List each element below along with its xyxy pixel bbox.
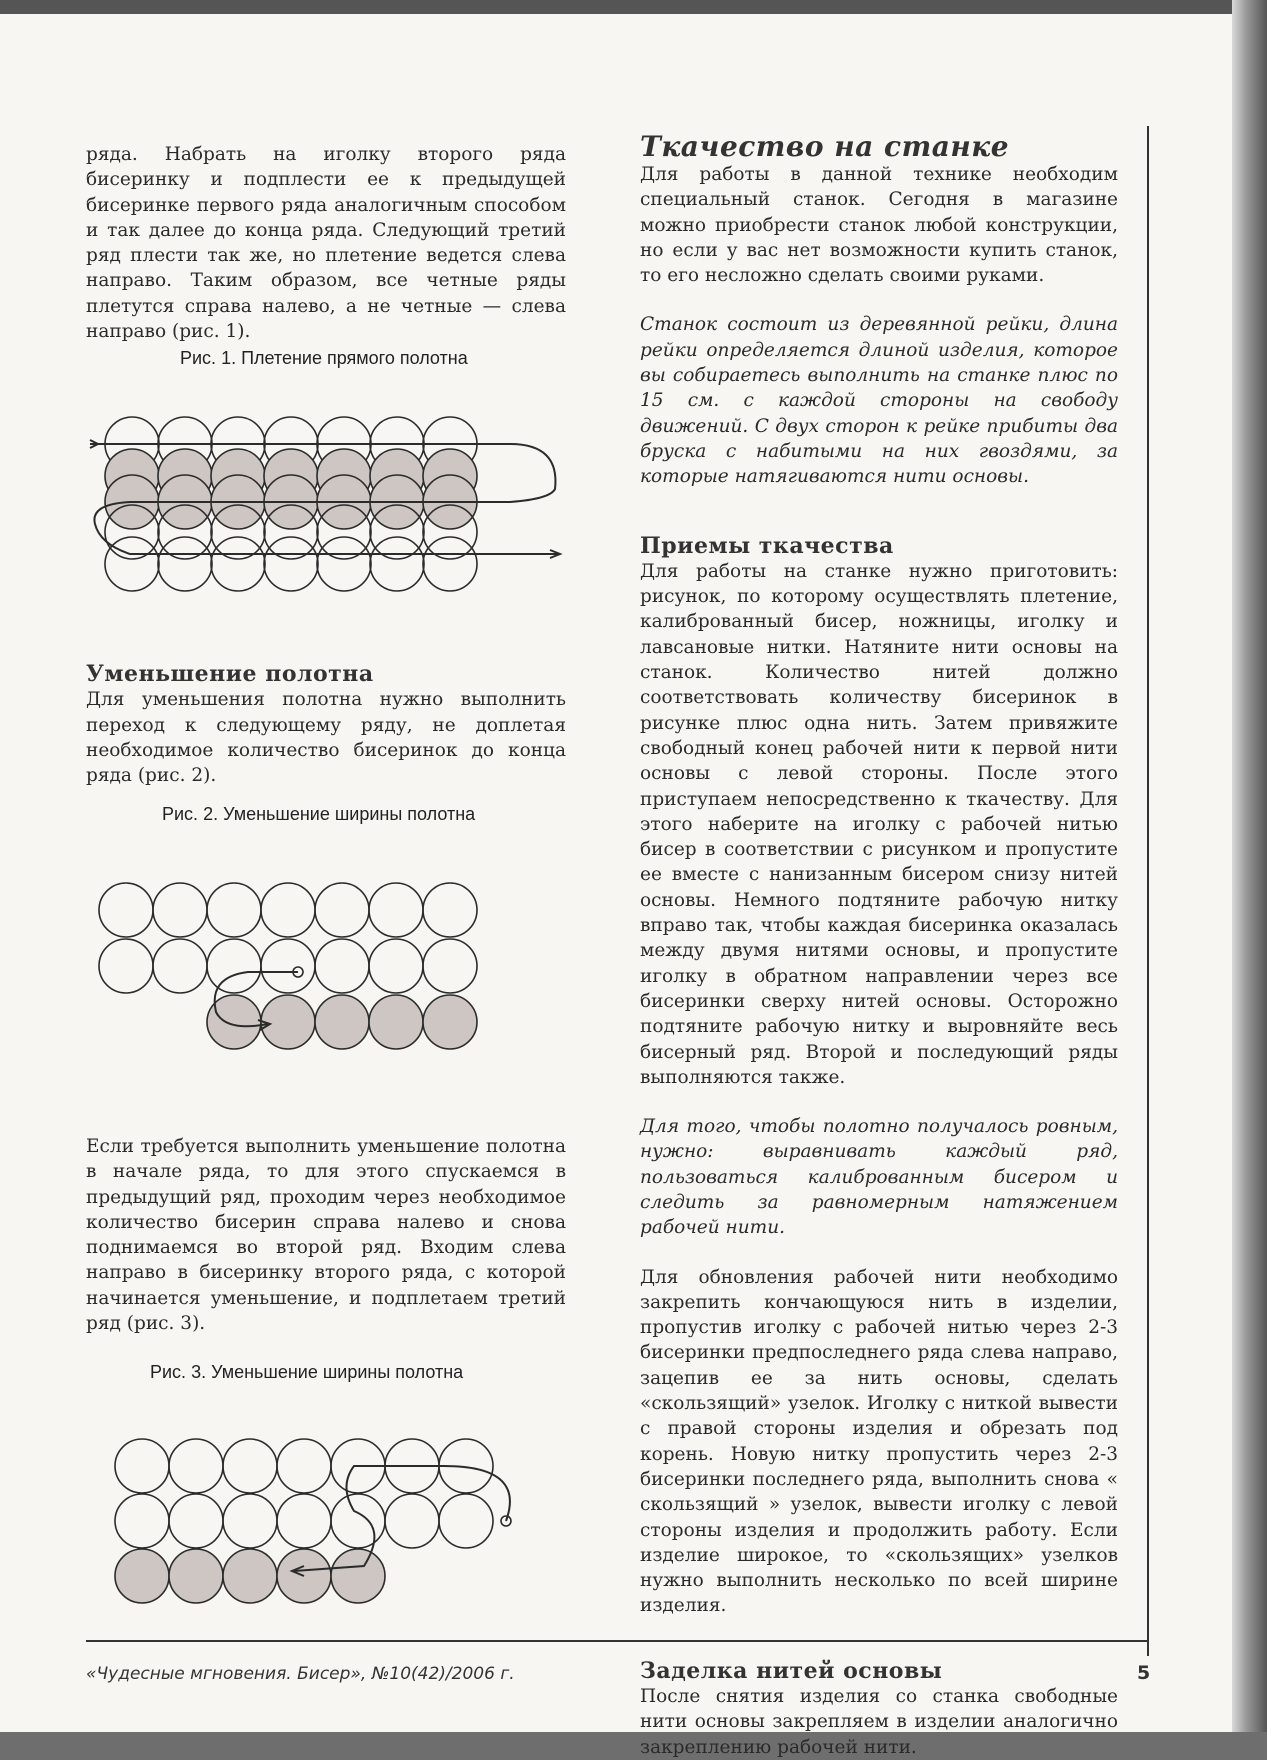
- fig1-bead: [370, 537, 424, 591]
- loom-description: Станок состоит из деревянной рейки, длина рейки определяется длиной изделия, которое вы собираетесь выполнить на станке плюс по 15 см. с каждой стороны на свободу движений. С двух сторон к рейке прибиты два бруска с набитыми на них гвоздями, за которые натягиваются нити основы.: [640, 314, 1118, 488]
- scan-right-edge: [1232, 0, 1267, 1732]
- left-bottom-text: [86, 1134, 566, 1336]
- fig3-bead: [169, 1494, 223, 1548]
- fig1-bead: [264, 537, 318, 591]
- fig3-bead: [169, 1549, 223, 1603]
- fig2-bead: [207, 939, 261, 993]
- fig2-bead: [99, 939, 153, 993]
- fig2-caption: Рис. 2. Уменьшение ширины полотна: [162, 804, 476, 824]
- fig3-bead: [115, 1494, 169, 1548]
- section-reduce-heading: Уменьшение полотна: [86, 661, 374, 687]
- fig1-bead: [158, 537, 212, 591]
- fig1-straight-weave-diagram: [90, 414, 570, 614]
- article-title: Ткачество на станке: [640, 130, 1010, 163]
- fig1-caption: Рис. 1. Плетение прямого полотна: [180, 348, 468, 368]
- fig3-bead: [115, 1549, 169, 1603]
- fig2-bead: [423, 939, 477, 993]
- fig2-bead: [261, 995, 315, 1049]
- fig2-bead: [99, 883, 153, 937]
- fig1-bead: [211, 537, 265, 591]
- fig3-bead: [331, 1494, 385, 1548]
- section-reduce-text: Для уменьшения полотна нужно выполнить переход к следующему ряду, не доплетая необходимое количество бисеринок до конца ряда (рис. 2).: [86, 689, 566, 787]
- fig3-bead: [169, 1439, 223, 1493]
- even-tip: Для того, чтобы полотно получалось ровным, нужно: выравнивать каждый ряд, пользоваться калиброванным бисером и следить за равномерным натяжением рабочей нити.: [640, 1116, 1118, 1239]
- fig2-bead: [261, 883, 315, 937]
- fig1-bead: [105, 537, 159, 591]
- intro-paragraph: ряда. Набрать на иголку второго ряда бисеринку и подплести ее к предыдущей бисеринке первого ряда аналогичным способом и так далее до конца ряда. Следующий третий ряд плести так же, но плетение ведется слева направо. Таким образом, все четные ряды плетутся справа налево, а не четные — слева направо (рис. 1).: [86, 144, 566, 343]
- fig2-bead: [369, 995, 423, 1049]
- scan-top-edge: [0, 0, 1267, 14]
- fig2-bead: [369, 883, 423, 937]
- right-column: [640, 132, 1118, 1760]
- fig2-bead: [423, 995, 477, 1049]
- fig2-bead: [153, 939, 207, 993]
- fig1-bead: [317, 537, 371, 591]
- fig3-bead: [223, 1439, 277, 1493]
- fig2-bead: [153, 883, 207, 937]
- fig2-bead: [261, 939, 315, 993]
- page-number: 5: [1137, 1662, 1151, 1684]
- fig2-bead: [369, 939, 423, 993]
- fig3-width-reduction-diagram: [114, 1426, 534, 1616]
- finishing-heading: Заделка нитей основы: [640, 1657, 943, 1684]
- reduce-start-paragraph: Если требуется выполнить уменьшение полотна в начале ряда, то для этого спускаемся в предыдущий ряд, проходим через необходимое количество бисерин справа налево и снова поднимаемся во второй ряд. Входим слева направо в бисеринку второго ряда, с которой начинается уменьшение, и подплетаем третий ряд (рис. 3).: [86, 1136, 566, 1335]
- fig3-bead: [439, 1494, 493, 1548]
- fig2-bead: [207, 883, 261, 937]
- fig3-bead: [115, 1439, 169, 1493]
- left-column: [86, 142, 566, 344]
- fig2-bead: [315, 883, 369, 937]
- column-rule: [1147, 126, 1149, 1656]
- fig2-bead: [315, 995, 369, 1049]
- fig3-bead: [223, 1549, 277, 1603]
- techniques-text: Для работы на станке нужно приготовить: рисунок, по которому осуществлять плетение, калиброванный бисер, ножницы, иголку и лавсановые нитки. Натяните нити основы на станок. Количество нитей должно соответствовать количеству бисеринок в рисунке плюс одна нить. Затем привяжите свободный конец рабочей нити к первой нити основы с левой стороны. После этого приступаем непосредственно к ткачеству. Для этого наберите на иголку с рабочей нитью бисер в соответствии с рисунком и пропустите ее вместе с нанизанным бисером снизу нитей основы. Немного подтяните рабочую нитку вправо так, чтобы каждая бисеринка оказалась между двумя нитями основы, и пропустите иголку в обратном направлении через все бисеринки сверху нитей основы. Осторожно подтяните рабочую нитку и выровняйте весь бисерный ряд. Второй и последующий ряды выполняются также.: [640, 560, 1118, 1088]
- fig2-width-reduction-diagram: [98, 882, 518, 1072]
- finishing-text: После снятия изделия со станка свободные нити основы закрепляем в изделии аналогично закреплению рабочей нити.: [640, 1686, 1118, 1758]
- fig3-bead: [223, 1494, 277, 1548]
- fig1-bead: [423, 537, 477, 591]
- publication-footer: «Чудесные мгновения. Бисер», №10(42)/2006 г.: [86, 1664, 515, 1684]
- section-reduce: [86, 662, 566, 788]
- techniques-heading: Приемы ткачества: [640, 532, 894, 559]
- thread-renew-text: Для обновления рабочей нити необходимо закрепить кончающуюся нить в изделии, пропустив иголку с рабочей нитью через 2-3 бисеринки предпоследнего ряда слева направо, зацепив ее за нить основы, сделать «скользящий» узелок. Иголку с ниткой вывести с правой стороны изделия и обрезать под корень. Новую нитку пропустить через 2-3 бисеринки последнего ряда, выполнить снова « скользящий » узелок, вывести иголку с левой стороны изделия и продолжить работу. Если изделие широкое, то «скользящих» узелков нужно выполнить несколько по всей ширине изделия.: [640, 1266, 1118, 1617]
- fig3-bead: [277, 1439, 331, 1493]
- fig2-bead: [423, 883, 477, 937]
- fig3-bead: [277, 1494, 331, 1548]
- footer-rule: [86, 1640, 1148, 1642]
- loom-intro: Для работы в данной технике необходим специальный станок. Сегодня в магазине можно приобрести станок любой конструкции, но если у вас нет возможности купить станок, то его несложно сделать своими руками.: [640, 164, 1118, 287]
- fig3-caption: Рис. 3. Уменьшение ширины полотна: [150, 1362, 464, 1382]
- magazine-page: [0, 14, 1232, 1758]
- fig3-bead: [331, 1549, 385, 1603]
- fig3-bead: [385, 1494, 439, 1548]
- fig2-bead: [315, 939, 369, 993]
